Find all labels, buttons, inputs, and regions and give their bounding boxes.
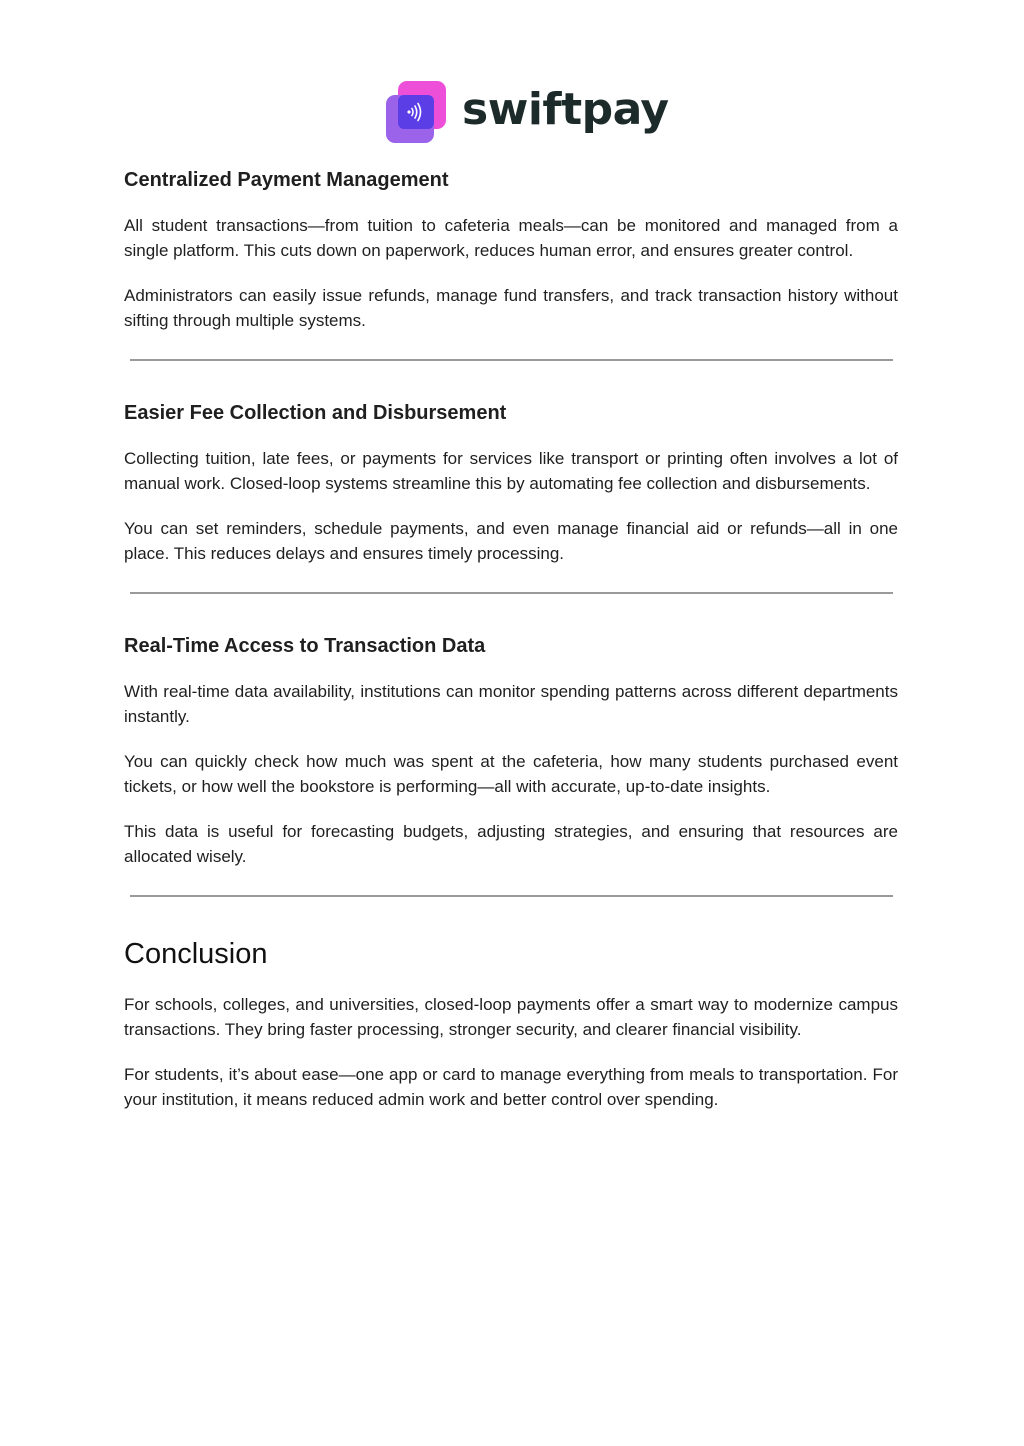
- divider: [130, 592, 893, 594]
- nfc-wave-icon: [398, 95, 434, 129]
- paragraph: Administrators can easily issue refunds, manage fund transfers, and track transaction history without sifting through multiple systems.: [124, 286, 898, 330]
- section-conclusion: [124, 936, 898, 1112]
- paragraph: You can quickly check how much was spent at the cafeteria, how many students purchased event tickets, or how well the bookstore is performing—all with accurate, up-to-date insights.: [124, 752, 898, 796]
- section-title: Centralized Payment Management: [124, 169, 449, 191]
- section-title: Real-Time Access to Transaction Data: [124, 635, 486, 657]
- paragraph: For schools, colleges, and universities, closed-loop payments offer a smart way to modernize campus transactions. They bring faster processing, stronger security, and clearer financial visibility.: [124, 995, 898, 1039]
- swiftpay-logo: [386, 80, 669, 144]
- paragraph: Collecting tuition, late fees, or payments for services like transport or printing often involves a lot of manual work. Closed-loop systems streamline this by automating fee collection and disbursements.: [124, 449, 898, 493]
- paragraph: With real-time data availability, institutions can monitor spending patterns across different departments instantly.: [124, 682, 898, 726]
- section-title: Easier Fee Collection and Disbursement: [124, 402, 507, 424]
- conclusion-title: Conclusion: [124, 938, 268, 970]
- section-fee-collection: [124, 400, 898, 566]
- section-centralized-payment: [124, 167, 898, 333]
- divider: [130, 895, 893, 897]
- section-real-time-data: [124, 633, 898, 869]
- brand-name: swiftpay: [462, 84, 669, 135]
- divider: [130, 359, 893, 361]
- paragraph: For students, it’s about ease—one app or card to manage everything from meals to transportation. For your institution, it means reduced admin work and better control over spending.: [124, 1065, 898, 1109]
- paragraph: This data is useful for forecasting budgets, adjusting strategies, and ensuring that resources are allocated wisely.: [124, 822, 898, 866]
- paragraph: You can set reminders, schedule payments, and even manage financial aid or refunds—all in one place. This reduces delays and ensures timely processing.: [124, 519, 898, 563]
- paragraph: All student transactions—from tuition to cafeteria meals—can be monitored and managed from a single platform. This cuts down on paperwork, reduces human error, and ensures greater control.: [124, 216, 898, 260]
- document-body: [124, 167, 898, 1132]
- contactless-icon: [386, 81, 448, 143]
